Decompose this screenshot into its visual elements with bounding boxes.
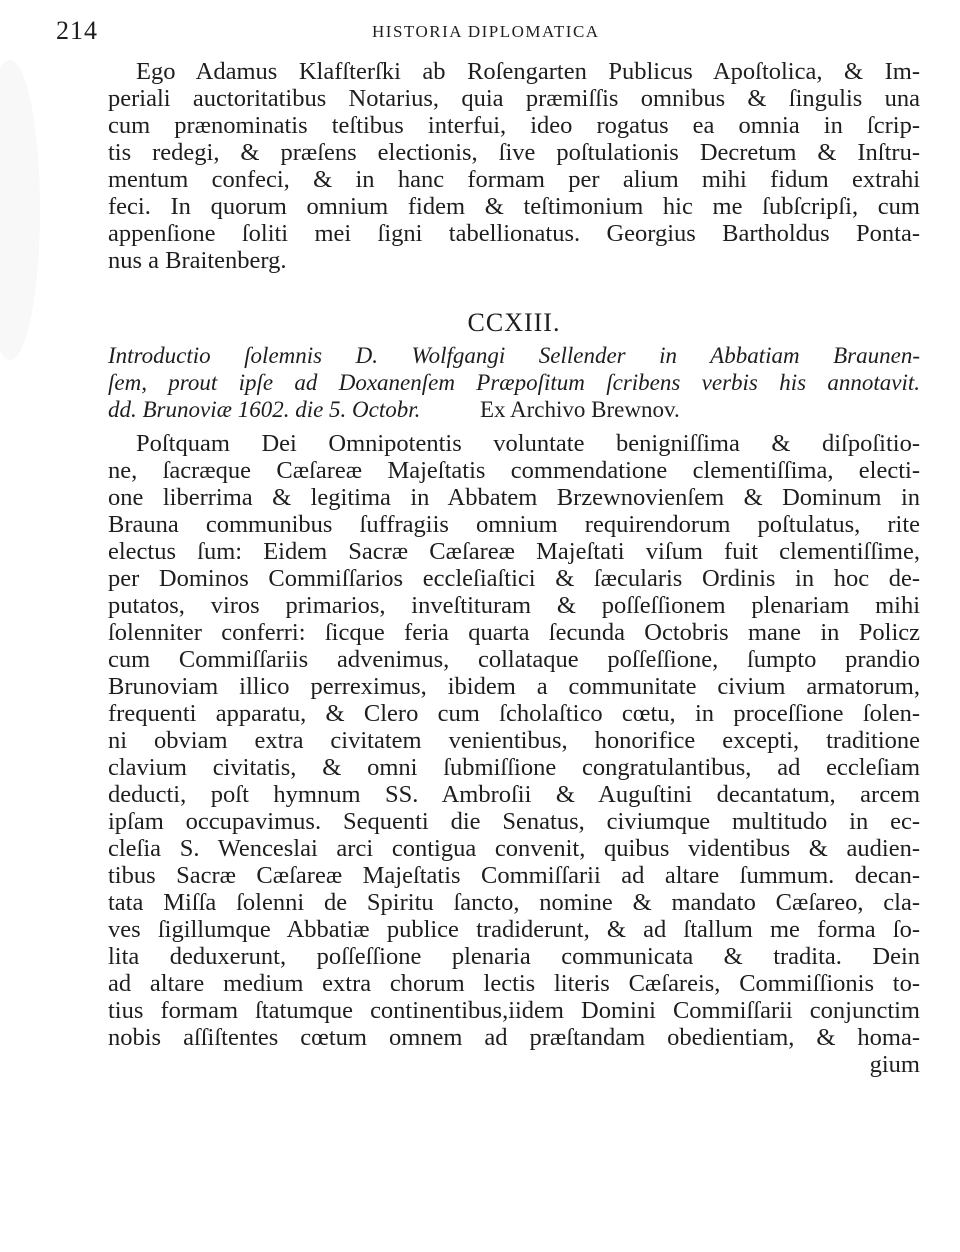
title-date: dd. Brunoviæ 1602. die 5. Octobr.	[108, 397, 421, 422]
text-line: tata Miſſa ſolenni de Spiritu ſancto, nomine & mandato Cæſareo, cla-	[108, 889, 920, 916]
text-line: cum Commiſſariis advenimus, collataque poſſeſſione, ſumpto prandio	[108, 646, 920, 673]
text-line: lita deduxerunt, poſſeſſione plenaria communicata & tradita. Dein	[108, 943, 920, 970]
text-line: clavium civitatis, & omni ſubmiſſione congratulantibus, ad eccleſiam	[108, 754, 920, 781]
text-line: one liberrima & legitima in Abbatem Brzewnovienſem & Dominum in	[108, 484, 920, 511]
text-line: mentum confeci, & in hanc formam per alium mihi fidum extrahi	[108, 166, 920, 193]
text-line: electus ſum: Eidem Sacræ Cæſareæ Majeſtati viſum fuit clementiſſime,	[108, 538, 920, 565]
text-line: nobis aſſiſtentes cœtum omnem ad præſtandam obedientiam, & homa-	[108, 1024, 920, 1051]
text-line: ne, ſacræque Cæſareæ Majeſtatis commendatione clementiſſima, electi-	[108, 457, 920, 484]
text-line: Ego Adamus Klafſterſki ab Roſengarten Publicus Apoſtolica, & Im-	[136, 58, 920, 85]
text-line: Brauna communibus ſuffragiis omnium requirendorum poſtulatus, rite	[108, 511, 920, 538]
text-line: Brunoviam illico perreximus, ibidem a communitate civium armatorum,	[108, 673, 920, 700]
page-shadow	[0, 60, 40, 360]
page-number: 214	[56, 16, 98, 45]
text-line: cum prænominatis teſtibus interfui, ideo rogatus ea omnia in ſcrip-	[108, 112, 920, 139]
document-title	[108, 342, 920, 423]
text-line: periali auctoritatibus Notarius, quia præmiſſis omnibus & ſingulis una	[108, 85, 920, 112]
text-line: appenſione ſoliti mei ſigni tabellionatus. Georgius Bartholdus Ponta-	[108, 220, 920, 247]
text-line: cleſia S. Wenceslai arci contigua convenit, quibus videntibus & audien-	[108, 835, 920, 862]
text-line: frequenti apparatu, & Clero cum ſcholaſtico cœtu, in proceſſione ſolen-	[108, 700, 920, 727]
text-line: deducti, poſt hymnum SS. Ambroſii & Auguſtini decantatum, arcem	[108, 781, 920, 808]
text-line: tibus Sacræ Cæſareæ Majeſtatis Commiſſarii ad altare ſummum. decan-	[108, 862, 920, 889]
text-line: Poſtquam Dei Omnipotentis voluntate benigniſſima & diſpoſitio-	[136, 430, 920, 457]
catchword: gium	[869, 1051, 920, 1078]
text-line: ni obviam extra civitatem venientibus, honorifice excepti, traditione	[108, 727, 920, 754]
text-line: ſolenniter conferri: ſicque feria quarta ſecunda Octobris mane in Policz	[108, 619, 920, 646]
page-header	[56, 10, 936, 46]
text-line: ipſam occupavimus. Sequenti die Senatus, civiumque multitudo in ec-	[108, 808, 920, 835]
section-number: CCXIII.	[467, 308, 561, 337]
title-line: Introductio ſolemnis D. Wolfgangi Sellender in Abbatiam Braunen-	[108, 343, 920, 368]
running-head: HISTORIA DIPLOMATICA	[372, 22, 600, 41]
text-line: per Dominos Commiſſarios eccleſiaſtici & ſæcularis Ordinis in hoc de-	[108, 565, 920, 592]
text-line: feci. In quorum omnium fidem & teſtimonium hic me ſubſcripſi, cum	[108, 193, 920, 220]
notary-paragraph	[108, 58, 920, 274]
text-line: tius formam ſtatumque continentibus,iidem Domini Commiſſarii conjunctim	[108, 997, 920, 1024]
source-note: Ex Archivo Brewnov.	[480, 397, 680, 422]
text-line: nus a Braitenberg.	[108, 247, 287, 274]
text-line: ad altare medium extra chorum lectis literis Cæſareis, Commiſſionis to-	[108, 970, 920, 997]
main-paragraph	[108, 430, 920, 1078]
text-line: tis redegi, & præſens electionis, ſive poſtulationis Decretum & Inſtru-	[108, 139, 920, 166]
title-line	[108, 396, 920, 423]
text-line: putatos, viros primarios, inveſtituram & poſſeſſionem plenariam mihi	[108, 592, 920, 619]
text-line: ves ſigillumque Abbatiæ publice tradiderunt, & ad ſtallum me forma ſo-	[108, 916, 920, 943]
title-line: ſem, prout ipſe ad Doxanenſem Præpoſitum ſcribens verbis his annotavit.	[108, 370, 920, 395]
